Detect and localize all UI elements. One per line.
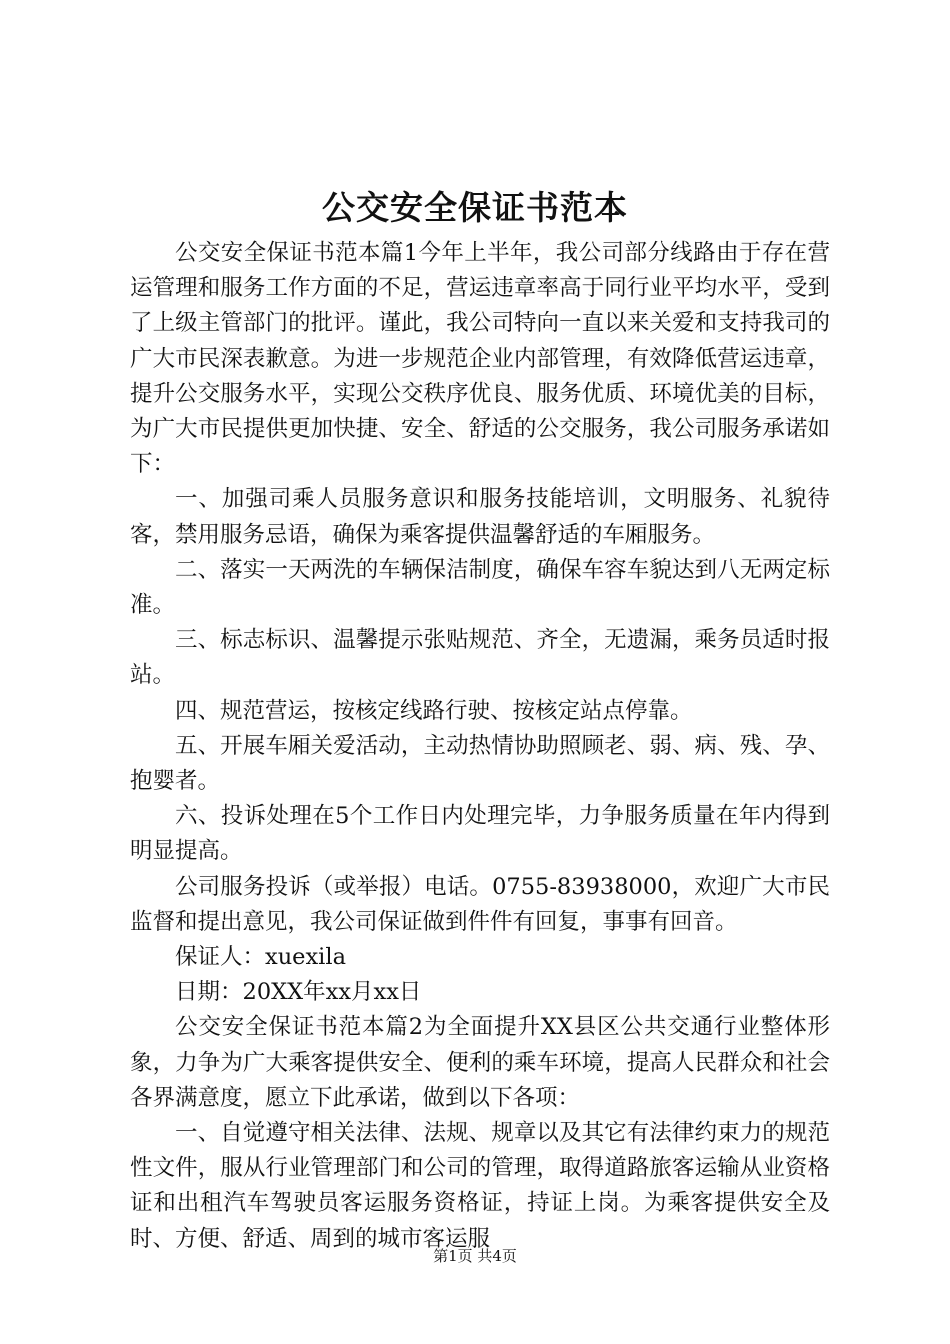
date-line: 日期：20XX年xx月xx日 <box>175 979 422 1006</box>
document-title: 公交安全保证书范本 <box>322 188 628 227</box>
paragraph: 四、规范营运，按核定线路行驶、按核定站点停靠。 <box>175 697 693 724</box>
document-body <box>130 236 830 1257</box>
paragraph: 公司服务投诉（或举报）电话。0755-83938000，欢迎广大市民监督和提出意见，我公司保证做到件件有回复，事事有回音。 <box>130 873 830 935</box>
paragraph: 一、自觉遵守相关法律、法规、规章以及其它有法律约束力的规范性文件，服从行业管理部门和公司的管理，取得道路旅客运输从业资格证和出租汽车驾驶员客运服务资格证，持证上岗。为乘客提供安全及时、方便、舒适、周到的城市客运服 <box>130 1120 830 1252</box>
guarantor-line: 保证人：xuexila <box>175 944 346 971</box>
paragraph: 一、加强司乘人员服务意识和服务技能培训，文明服务、礼貌待客，禁用服务忌语，确保为乘客提供温馨舒适的车厢服务。 <box>130 486 830 548</box>
paragraph: 二、落实一天两洗的车辆保洁制度，确保车容车貌达到八无两定标准。 <box>130 556 830 619</box>
paragraph: 公交安全保证书范本篇1今年上半年，我公司部分线路由于存在营运管理和服务工作方面的不足，营运违章率高于同行业平均水平，受到了上级主管部门的批评。谨此，我公司特向一直以来关爱和支持我司的广大市民深表歉意。为进一步规范企业内部管理，有效降低营运违章，提升公交服务水平，实现公交秩序优良、服务优质、环境优美的目标，为广大市民提供更加快捷、安全、舒适的公交服务，我公司服务承诺如下： <box>130 240 830 478</box>
paragraph: 公交安全保证书范本篇2为全面提升XX县区公共交通行业整体形象，力争为广大乘客提供安全、便利的乘车环境，提高人民群众和社会各界满意度，愿立下此承诺，做到以下各项： <box>130 1014 830 1111</box>
page-footer: 第1页 共4页 <box>433 1247 517 1265</box>
paragraph: 五、开展车厢关爱活动，主动热情协助照顾老、弱、病、残、孕、抱婴者。 <box>130 732 830 795</box>
paragraph: 三、标志标识、温馨提示张贴规范、齐全，无遗漏，乘务员适时报站。 <box>130 627 830 689</box>
paragraph: 六、投诉处理在5个工作日内处理完毕，力争服务质量在年内得到明显提高。 <box>130 803 830 865</box>
